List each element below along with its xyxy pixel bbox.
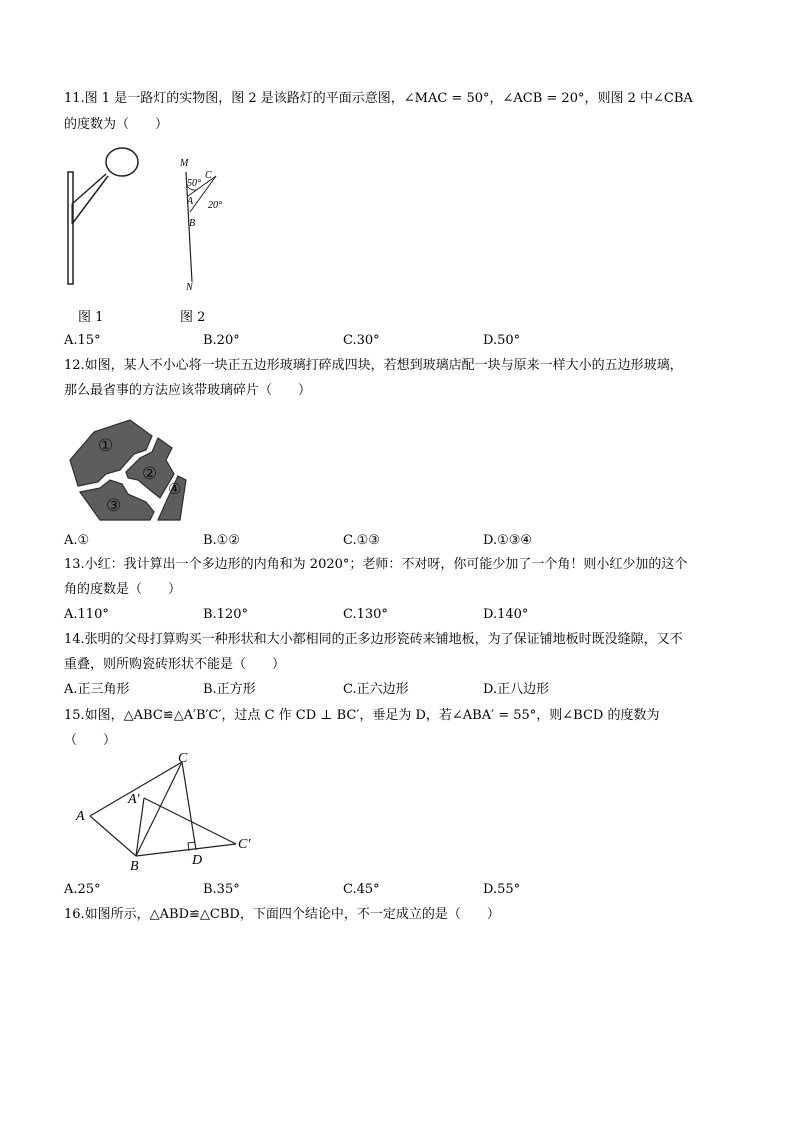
q12-option-b: B.①② — [203, 533, 240, 548]
q11-stem-line2: 的度数为（ ） — [64, 117, 169, 132]
label-B: B — [189, 218, 196, 229]
q12-stem-line1: 12.如图，某人不小心将一块正五边形玻璃打碎成四块，若想到玻璃店配一块与原来一样大小的五边形玻璃， — [64, 358, 683, 373]
q14-option-d: D.正八边形 — [483, 682, 550, 697]
piece-4-label: ④ — [168, 480, 182, 498]
q14-option-b: B.正方形 — [203, 682, 256, 697]
q11-option-b: B.20° — [203, 333, 240, 348]
q16-stem-line1: 16.如图所示，△ABD≌△CBD，下面四个结论中，不一定成立的是（ ） — [64, 907, 500, 922]
label-angle-20: 20° — [208, 200, 222, 211]
q13-option-c: C.130° — [343, 607, 388, 622]
label-A-prime: A′ — [128, 792, 140, 807]
q12-broken-pentagon-figure — [62, 414, 192, 524]
label-C-prime: C′ — [238, 837, 251, 852]
q11-figure2-schematic — [176, 150, 246, 293]
label-D: D — [192, 853, 203, 868]
q14-stem-line2: 重叠，则所购瓷砖形状不能是（ ） — [64, 657, 286, 672]
q11-stem-line1: 11.图 1 是一路灯的实物图，图 2 是该路灯的平面示意图，∠MAC = 50°，∠ACB = 20°，则图 2 中∠CBA — [64, 91, 693, 106]
piece-2-label: ② — [142, 464, 158, 484]
q11-option-c: C.30° — [343, 333, 380, 348]
label-C: C — [205, 170, 212, 181]
q14-stem-line1: 14.张明的父母打算购买一种形状和大小都相同的正多边形瓷砖来铺地板，为了保证铺地板时既没缝隙，又不 — [64, 632, 683, 647]
q15-option-d: D.55° — [483, 882, 521, 897]
label-A: A — [187, 196, 194, 207]
q13-option-a: A.110° — [64, 607, 109, 622]
q13-option-b: B.120° — [203, 607, 248, 622]
label-angle-50: 50° — [187, 178, 201, 189]
q11-option-a: A.15° — [64, 333, 101, 348]
q11-option-d: D.50° — [483, 333, 521, 348]
label-B: B — [130, 859, 139, 874]
piece-3-label: ③ — [106, 496, 122, 516]
q11-figure1-street-lamp — [62, 142, 182, 292]
label-C: C — [178, 751, 188, 766]
q11-caption-figure1: 图 1 — [78, 310, 104, 325]
piece-1-label: ① — [98, 436, 114, 456]
q14-option-a: A.正三角形 — [64, 682, 130, 697]
q15-option-a: A.25° — [64, 882, 101, 897]
q15-option-c: C.45° — [343, 882, 380, 897]
label-A: A — [76, 809, 85, 824]
q12-option-d: D.①③④ — [483, 533, 533, 548]
q13-stem-line1: 13.小红：我计算出一个多边形的内角和为 2020°；老师：不对呀，你可能少加了一个角！则小红少加的这个 — [64, 557, 688, 572]
q12-option-c: C.①③ — [343, 533, 380, 548]
q13-option-d: D.140° — [483, 607, 529, 622]
q15-option-b: B.35° — [203, 882, 240, 897]
q12-stem-line2: 那么最省事的方法应该带玻璃碎片（ ） — [64, 383, 312, 398]
q13-stem-line2: 角的度数是（ ） — [64, 582, 182, 597]
q11-caption-figure2: 图 2 — [180, 310, 206, 325]
q14-option-c: C.正六边形 — [343, 682, 409, 697]
q15-stem-line2: （ ） — [64, 733, 117, 748]
q15-congruent-triangles-figure — [72, 752, 292, 872]
q12-option-a: A.① — [64, 533, 90, 548]
label-N: N — [186, 282, 193, 293]
label-M: M — [180, 158, 189, 169]
q15-stem-line1: 15.如图，△ABC≌△A′B′C′，过点 C 作 CD ⊥ BC′，垂足为 D，若∠ABA′ = 55°，则∠BCD 的度数为 — [64, 708, 660, 723]
